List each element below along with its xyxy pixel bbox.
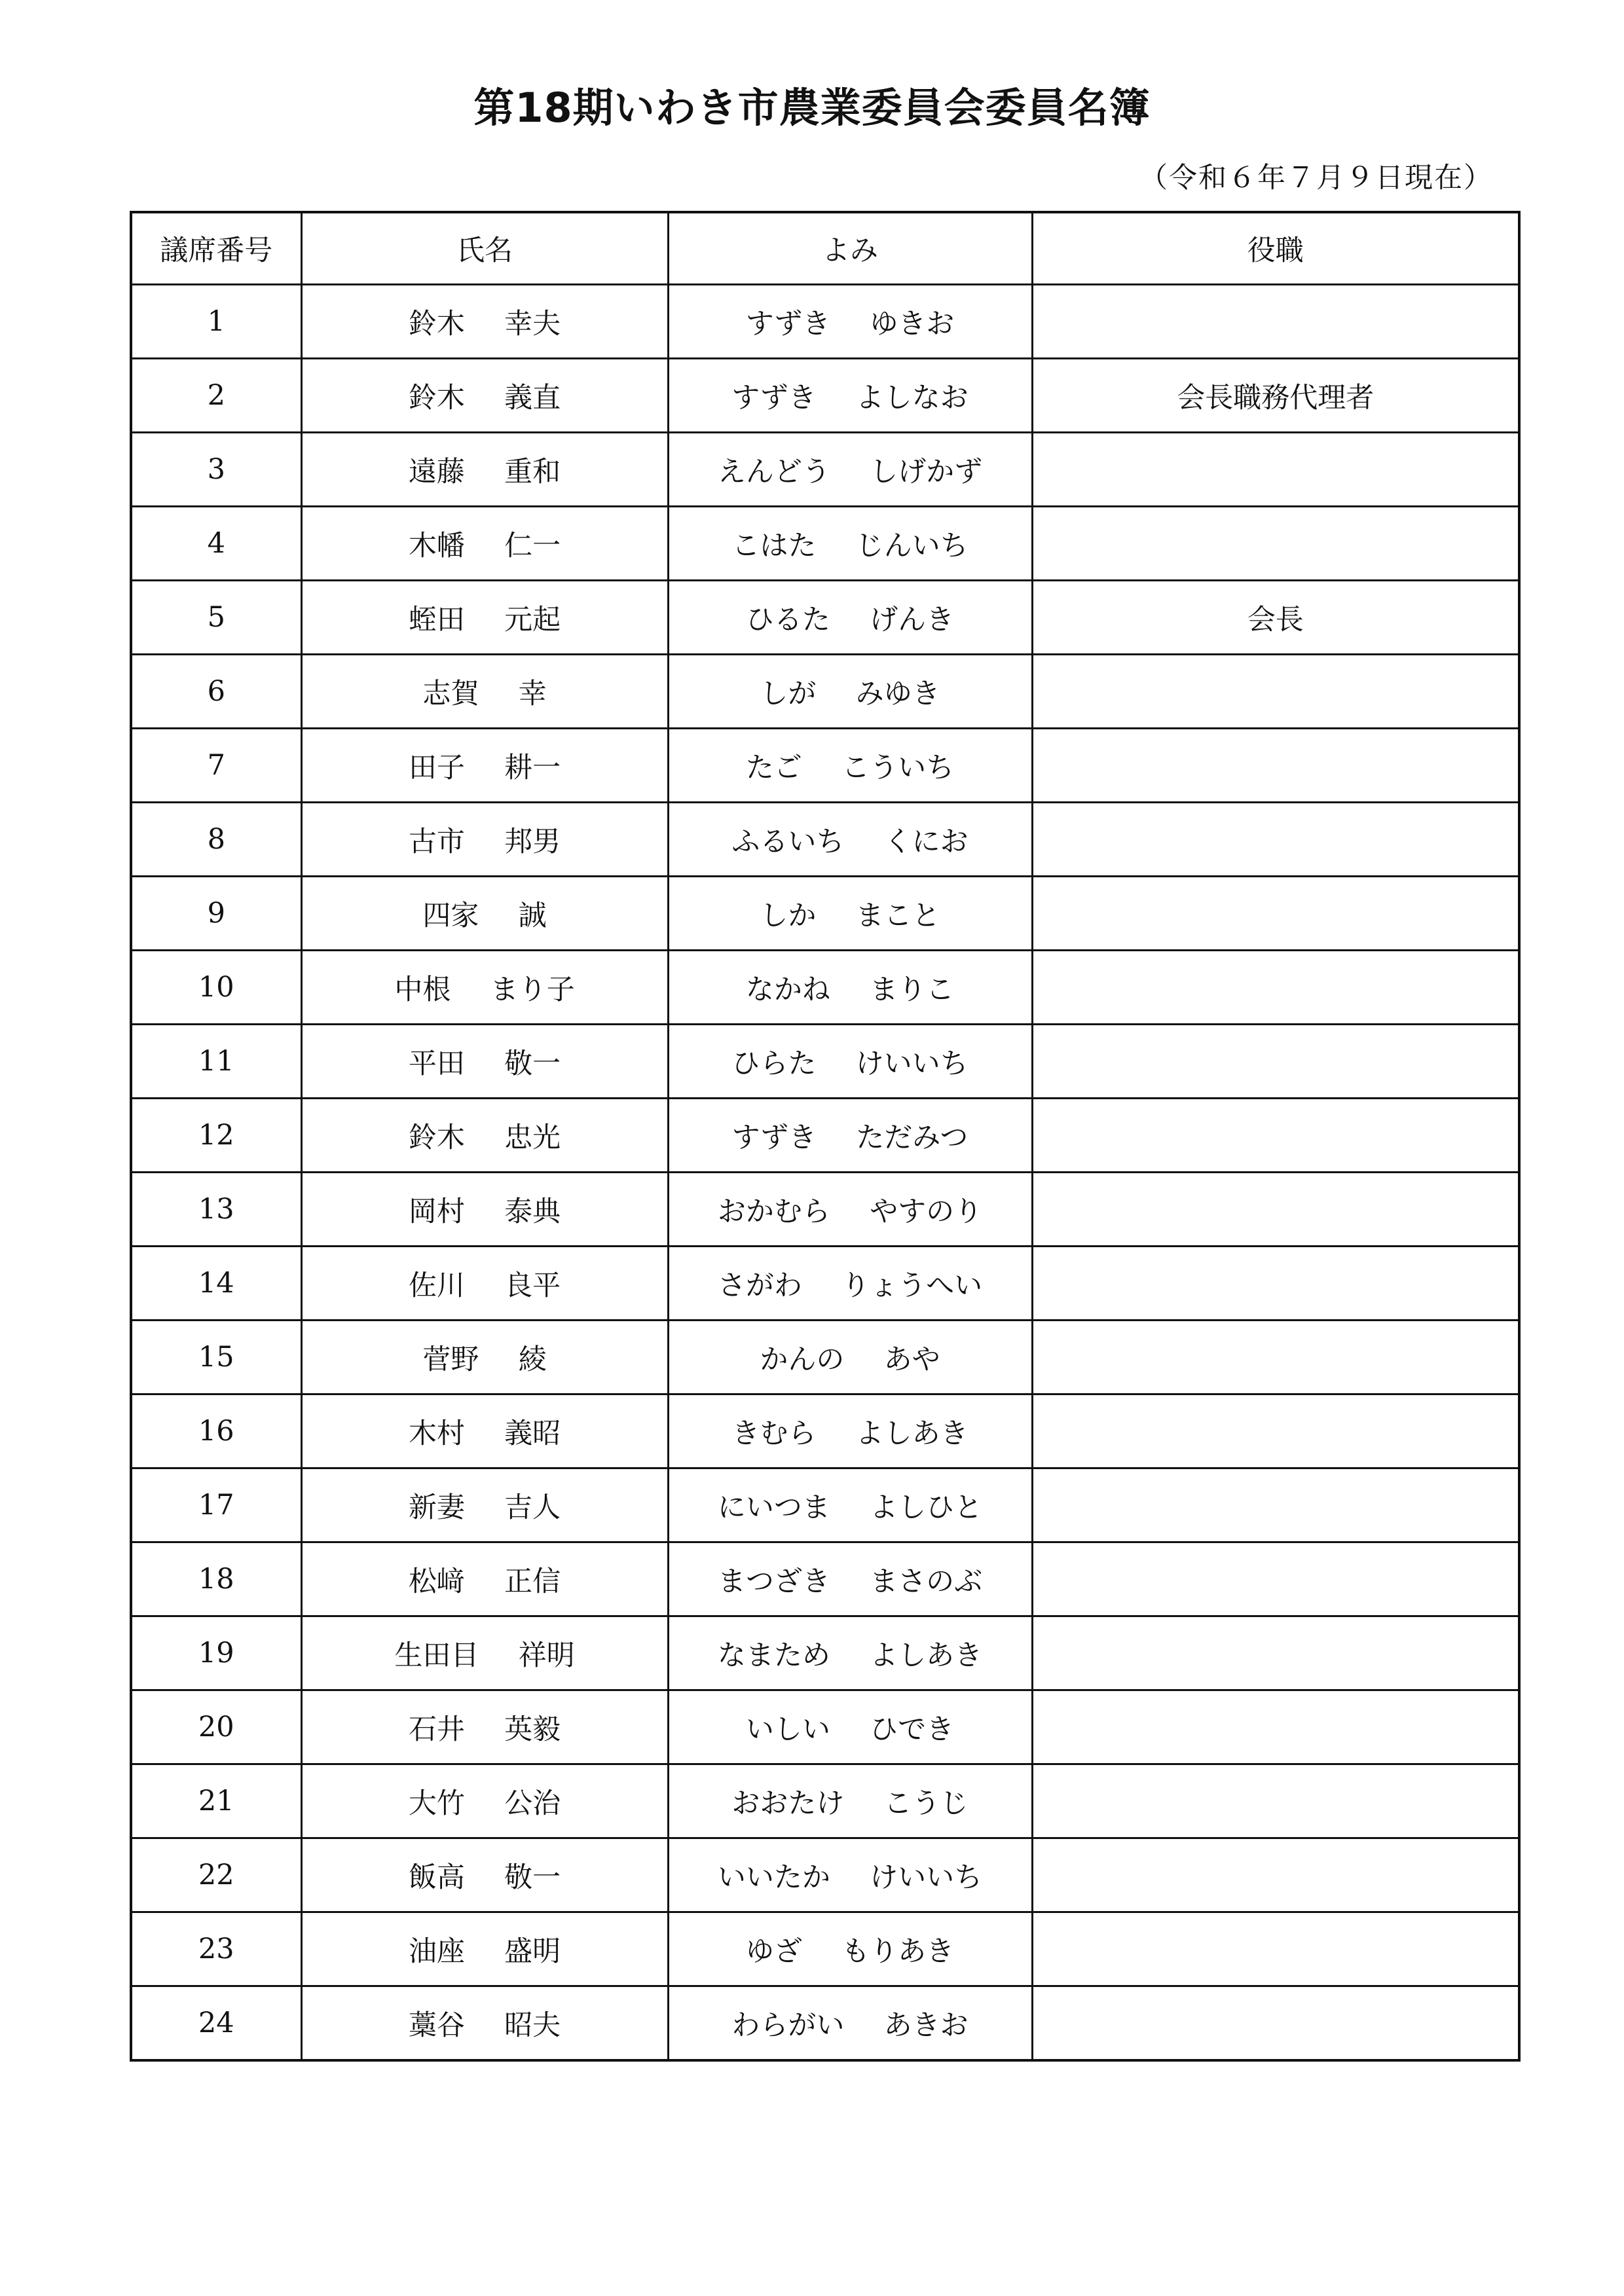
as-of-date: （令和６年７月９日現在） — [1139, 162, 1493, 194]
given-name: 義昭 — [504, 1417, 561, 1450]
yomi-cell — [668, 1025, 1032, 1099]
seat-number-cell — [131, 1690, 301, 1764]
seat-number-cell — [131, 655, 301, 729]
member-roster-table — [130, 211, 1521, 2062]
role-cell — [1032, 1616, 1519, 1690]
seat-number: 19 — [198, 1637, 234, 1669]
name-cell — [301, 1099, 668, 1173]
given-name-reading: ただみつ — [856, 1121, 969, 1154]
given-name-reading: まりこ — [870, 973, 955, 1006]
name-cell — [301, 581, 668, 655]
name-cell — [301, 1838, 668, 1912]
family-name-reading: かんの — [760, 1343, 845, 1376]
seat-number: 8 — [207, 823, 225, 856]
header-yomi: よみ — [668, 212, 1032, 285]
given-name-reading: やすのり — [870, 1195, 983, 1228]
seat-number-cell — [131, 1838, 301, 1912]
name-cell — [301, 877, 668, 951]
given-name-reading: あきお — [883, 2009, 969, 2042]
seat-number-cell — [131, 359, 301, 433]
yomi-cell — [668, 433, 1032, 507]
seat-number-cell — [131, 285, 301, 359]
yomi-cell — [668, 1986, 1032, 2061]
yomi-cell — [668, 1838, 1032, 1912]
family-name: 蛭田 — [408, 603, 465, 636]
seat-number-cell — [131, 1025, 301, 1099]
name-cell — [301, 507, 668, 581]
given-name-reading: よしあき — [870, 1639, 983, 1672]
role-cell — [1032, 803, 1519, 877]
seat-number: 17 — [198, 1489, 234, 1522]
family-name-reading: ひるた — [745, 603, 830, 636]
given-name: 幸 — [518, 677, 547, 710]
given-name-reading: ひでき — [870, 1713, 955, 1746]
yomi-cell — [668, 1690, 1032, 1764]
name-cell — [301, 729, 668, 803]
seat-number-cell — [131, 803, 301, 877]
seat-number-cell — [131, 1468, 301, 1542]
family-name: 遠藤 — [408, 455, 465, 488]
family-name-reading: ゆざ — [745, 1935, 802, 1968]
seat-number: 20 — [198, 1711, 234, 1743]
given-name: 耕一 — [504, 751, 561, 784]
table-row — [131, 1542, 1519, 1616]
table-row — [131, 729, 1519, 803]
given-name: 重和 — [504, 455, 561, 488]
table-row — [131, 285, 1519, 359]
name-cell — [301, 1468, 668, 1542]
family-name: 藁谷 — [408, 2009, 465, 2042]
yomi-cell — [668, 507, 1032, 581]
document-title: 第18期いわき市農業委員会委員名簿 — [473, 84, 1151, 132]
yomi-cell — [668, 1321, 1032, 1394]
given-name: 忠光 — [504, 1121, 561, 1154]
seat-number: 21 — [198, 1785, 234, 1817]
given-name-reading: みゆき — [855, 677, 940, 710]
name-cell — [301, 1173, 668, 1247]
role-cell — [1032, 1173, 1519, 1247]
family-name: 鈴木 — [408, 381, 465, 414]
role-text: 会長 — [1247, 603, 1304, 636]
name-cell — [301, 1025, 668, 1099]
family-name: 鈴木 — [408, 307, 465, 340]
name-cell — [301, 1247, 668, 1321]
seat-number-cell — [131, 1394, 301, 1468]
given-name-reading: げんき — [870, 603, 955, 636]
family-name-reading: なまため — [717, 1639, 830, 1672]
family-name: 石井 — [408, 1713, 465, 1746]
table-row — [131, 1690, 1519, 1764]
table-row — [131, 1986, 1519, 2061]
given-name-reading: けいいち — [870, 1861, 983, 1894]
seat-number: 5 — [207, 601, 225, 634]
given-name: 敬一 — [504, 1861, 561, 1894]
given-name-reading: もりあき — [841, 1935, 955, 1968]
family-name: 木幡 — [408, 529, 465, 562]
seat-number-cell — [131, 507, 301, 581]
table-row — [131, 951, 1519, 1025]
given-name-reading: よしあき — [855, 1417, 969, 1450]
family-name-reading: さがわ — [717, 1269, 802, 1302]
yomi-cell — [668, 1542, 1032, 1616]
family-name: 中根 — [394, 973, 451, 1006]
table-row — [131, 1912, 1519, 1986]
seat-number: 16 — [198, 1415, 234, 1448]
role-cell — [1032, 1025, 1519, 1099]
given-name: まり子 — [490, 973, 575, 1006]
seat-number: 10 — [198, 971, 234, 1004]
family-name-reading: いしい — [745, 1713, 830, 1746]
role-cell — [1032, 1394, 1519, 1468]
role-cell — [1032, 877, 1519, 951]
family-name-reading: いいたか — [717, 1861, 830, 1894]
given-name-reading: ゆきお — [870, 307, 955, 340]
given-name-reading: よしなお — [855, 381, 969, 414]
family-name-reading: えんどう — [717, 455, 830, 488]
role-cell — [1032, 1099, 1519, 1173]
name-cell — [301, 1394, 668, 1468]
name-cell — [301, 803, 668, 877]
given-name: 仁一 — [504, 529, 561, 562]
family-name: 岡村 — [408, 1195, 465, 1228]
table-row — [131, 1468, 1519, 1542]
family-name-reading: わらがい — [731, 2009, 845, 2042]
family-name: 新妻 — [408, 1491, 465, 1524]
role-cell — [1032, 581, 1519, 655]
family-name: 田子 — [408, 751, 465, 784]
table-row — [131, 1025, 1519, 1099]
family-name-reading: すずき — [731, 381, 817, 414]
yomi-cell — [668, 877, 1032, 951]
role-cell — [1032, 1838, 1519, 1912]
family-name-reading: すずき — [745, 307, 831, 340]
table-row — [131, 803, 1519, 877]
roster-body — [131, 285, 1519, 2061]
seat-number: 13 — [198, 1193, 234, 1226]
yomi-cell — [668, 655, 1032, 729]
seat-number-cell — [131, 729, 301, 803]
seat-number-cell — [131, 1099, 301, 1173]
table-row — [131, 1838, 1519, 1912]
family-name-reading: こはた — [731, 529, 817, 562]
family-name: 平田 — [408, 1047, 465, 1080]
yomi-cell — [668, 1616, 1032, 1690]
given-name: 盛明 — [504, 1935, 561, 1968]
given-name: 元起 — [504, 603, 561, 636]
family-name-reading: まつざき — [717, 1565, 830, 1598]
yomi-cell — [668, 729, 1032, 803]
family-name-reading: にいつま — [717, 1491, 830, 1524]
seat-number: 4 — [207, 527, 225, 560]
role-text: 会長職務代理者 — [1177, 381, 1375, 414]
given-name: 誠 — [518, 899, 547, 932]
table-row — [131, 1099, 1519, 1173]
seat-number: 15 — [198, 1341, 234, 1374]
seat-number-cell — [131, 1173, 301, 1247]
name-cell — [301, 951, 668, 1025]
seat-number-cell — [131, 951, 301, 1025]
family-name: 古市 — [408, 825, 465, 858]
header-name: 氏名 — [301, 212, 668, 285]
given-name-reading: まさのぶ — [870, 1565, 983, 1598]
seat-number: 12 — [198, 1119, 234, 1152]
name-cell — [301, 1542, 668, 1616]
table-row — [131, 581, 1519, 655]
family-name-reading: ひらた — [731, 1047, 817, 1080]
seat-number: 6 — [207, 675, 225, 708]
header-role: 役職 — [1032, 212, 1519, 285]
given-name: 幸夫 — [504, 307, 561, 340]
given-name-reading: りょうへい — [841, 1269, 983, 1302]
table-row — [131, 655, 1519, 729]
seat-number: 24 — [198, 2007, 234, 2039]
yomi-cell — [668, 285, 1032, 359]
table-row — [131, 1764, 1519, 1838]
name-cell — [301, 655, 668, 729]
given-name: 英毅 — [504, 1713, 561, 1746]
table-row — [131, 1394, 1519, 1468]
given-name: 祥明 — [518, 1639, 575, 1672]
given-name: 綾 — [518, 1343, 547, 1376]
given-name: 昭夫 — [504, 2009, 561, 2042]
given-name-reading: こうじ — [883, 1787, 969, 1820]
name-cell — [301, 285, 668, 359]
given-name-reading: じんいち — [855, 529, 969, 562]
role-cell — [1032, 1542, 1519, 1616]
family-name-reading: おかむら — [717, 1195, 830, 1228]
table-row — [131, 877, 1519, 951]
name-cell — [301, 1764, 668, 1838]
name-cell — [301, 359, 668, 433]
seat-number: 7 — [207, 749, 225, 782]
seat-number-cell — [131, 1321, 301, 1394]
family-name: 松﨑 — [408, 1565, 465, 1598]
seat-number: 1 — [207, 305, 225, 338]
family-name-reading: ふるいち — [731, 825, 845, 858]
role-cell — [1032, 1321, 1519, 1394]
given-name: 吉人 — [504, 1491, 561, 1524]
family-name: 飯高 — [408, 1861, 465, 1894]
seat-number: 18 — [198, 1563, 234, 1595]
role-cell — [1032, 1690, 1519, 1764]
yomi-cell — [668, 1912, 1032, 1986]
seat-number: 9 — [207, 897, 225, 930]
name-cell — [301, 1616, 668, 1690]
role-cell — [1032, 1986, 1519, 2061]
seat-number-cell — [131, 1616, 301, 1690]
given-name-reading: しげかず — [870, 455, 983, 488]
yomi-cell — [668, 1173, 1032, 1247]
table-row — [131, 1247, 1519, 1321]
name-cell — [301, 433, 668, 507]
given-name: 正信 — [504, 1565, 561, 1598]
seat-number-cell — [131, 581, 301, 655]
family-name: 菅野 — [422, 1343, 479, 1376]
role-cell — [1032, 1912, 1519, 1986]
name-cell — [301, 1912, 668, 1986]
given-name-reading: あや — [883, 1343, 940, 1376]
seat-number-cell — [131, 1247, 301, 1321]
yomi-cell — [668, 1099, 1032, 1173]
seat-number-cell — [131, 1912, 301, 1986]
family-name: 木村 — [408, 1417, 465, 1450]
seat-number: 11 — [198, 1045, 234, 1078]
table-row — [131, 1321, 1519, 1394]
family-name: 油座 — [408, 1935, 465, 1968]
family-name: 生田目 — [394, 1639, 479, 1672]
table-row — [131, 1173, 1519, 1247]
family-name-reading: しか — [760, 899, 817, 932]
yomi-cell — [668, 1247, 1032, 1321]
seat-number: 3 — [207, 453, 225, 486]
name-cell — [301, 1321, 668, 1394]
seat-number-cell — [131, 1986, 301, 2061]
family-name-reading: すずき — [731, 1121, 817, 1154]
given-name: 邦男 — [504, 825, 561, 858]
role-cell — [1032, 1247, 1519, 1321]
family-name: 志賀 — [422, 677, 479, 710]
role-cell — [1032, 1468, 1519, 1542]
given-name: 義直 — [504, 381, 561, 414]
given-name-reading: よしひと — [870, 1491, 983, 1524]
yomi-cell — [668, 1394, 1032, 1468]
name-cell — [301, 1986, 668, 2061]
table-row — [131, 507, 1519, 581]
seat-number-cell — [131, 1764, 301, 1838]
family-name: 佐川 — [408, 1269, 465, 1302]
family-name-reading: きむら — [731, 1417, 817, 1450]
family-name-reading: しが — [760, 677, 817, 710]
yomi-cell — [668, 803, 1032, 877]
given-name-reading: けいいち — [855, 1047, 969, 1080]
seat-number: 14 — [198, 1267, 234, 1300]
seat-number: 23 — [198, 1933, 234, 1965]
given-name-reading: くにお — [883, 825, 969, 858]
seat-number-cell — [131, 877, 301, 951]
yomi-cell — [668, 581, 1032, 655]
given-name: 泰典 — [504, 1195, 561, 1228]
family-name: 鈴木 — [408, 1121, 465, 1154]
seat-number: 22 — [198, 1859, 234, 1891]
given-name: 公治 — [504, 1787, 561, 1820]
given-name: 敬一 — [504, 1047, 561, 1080]
role-cell — [1032, 359, 1519, 433]
table-row — [131, 359, 1519, 433]
family-name-reading: なかね — [745, 973, 830, 1006]
table-row — [131, 433, 1519, 507]
header-row — [131, 212, 1519, 285]
yomi-cell — [668, 951, 1032, 1025]
header-seat-number: 議席番号 — [131, 212, 301, 285]
yomi-cell — [668, 359, 1032, 433]
role-cell — [1032, 951, 1519, 1025]
role-cell — [1032, 285, 1519, 359]
family-name-reading: たご — [745, 751, 802, 784]
name-cell — [301, 1690, 668, 1764]
seat-number: 2 — [207, 379, 225, 412]
yomi-cell — [668, 1764, 1032, 1838]
family-name: 四家 — [422, 899, 479, 932]
given-name-reading: まこと — [855, 899, 940, 932]
family-name-reading: おおたけ — [731, 1787, 845, 1820]
given-name: 良平 — [504, 1269, 561, 1302]
seat-number-cell — [131, 433, 301, 507]
given-name-reading: こういち — [841, 751, 955, 784]
role-cell — [1032, 655, 1519, 729]
role-cell — [1032, 729, 1519, 803]
family-name: 大竹 — [408, 1787, 465, 1820]
yomi-cell — [668, 1468, 1032, 1542]
role-cell — [1032, 1764, 1519, 1838]
role-cell — [1032, 433, 1519, 507]
seat-number-cell — [131, 1542, 301, 1616]
role-cell — [1032, 507, 1519, 581]
table-row — [131, 1616, 1519, 1690]
